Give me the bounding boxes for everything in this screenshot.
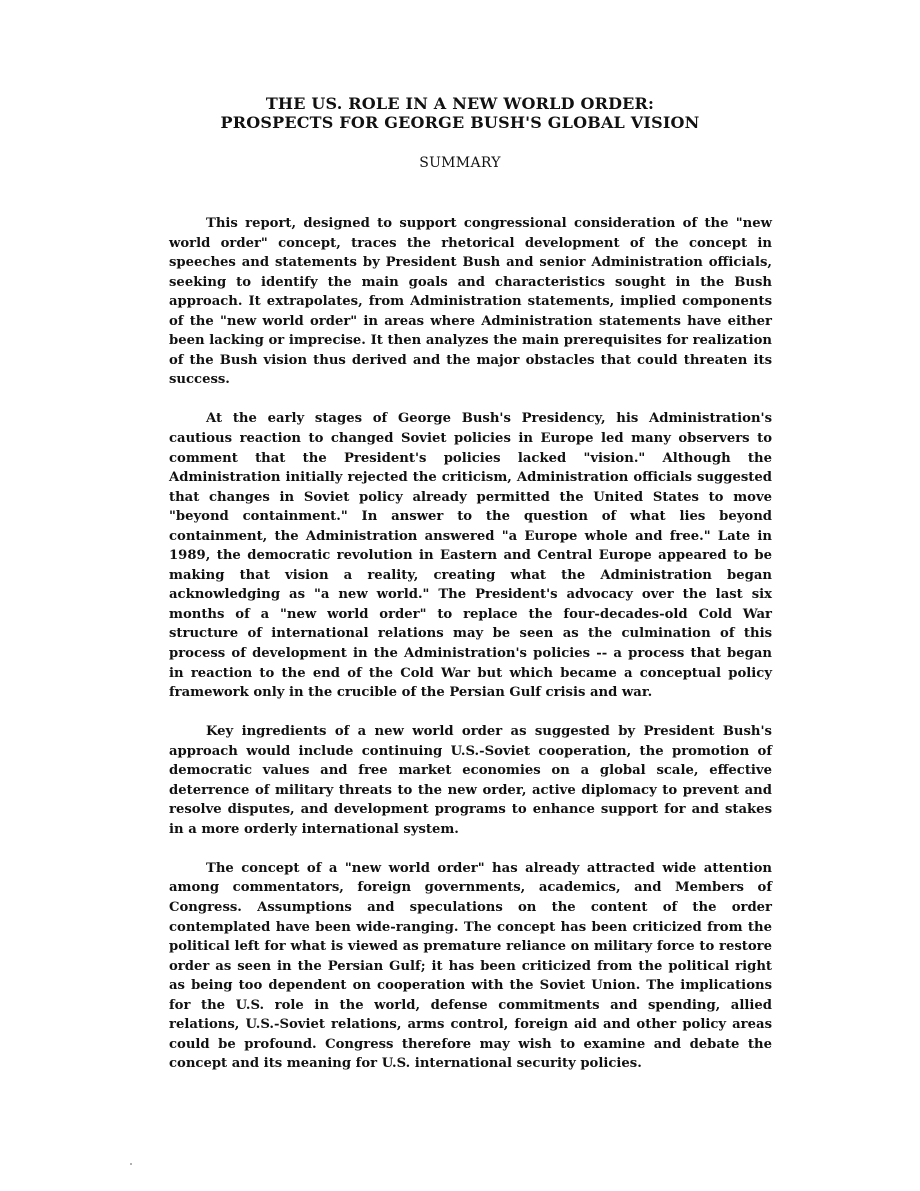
document-title [0,94,920,132]
paragraph-report-purpose: This report, designed to support congressional consideration of the "new world order" concept, traces the rhetorical development of the concept in speeches and statements by President Bush and senior Administration officials, seeking to identify the main goals and characteristics sought in the Bush approach. It extrapolates, from Administration statements, implied components of the "new world order" in areas where Administration statements have either been lacking or imprecise. It then analyzes the main prerequisites for realization of the Bush vision thus derived and the major obstacles that could threaten its success. [169,216,772,388]
title-line-2: PROSPECTS FOR GEORGE BUSH'S GLOBAL VISION [220,113,700,132]
scan-speck [130,1163,132,1165]
summary-body [169,214,772,1093]
paragraph-early-presidency: At the early stages of George Bush's Presidency, his Administration's cautious reaction to changed Soviet policies in Europe led many observers to comment that the President's policies lacked "vision." Although the Administration initially rejected the criticism, Administration officials suggested that changes in Soviet policy already permitted the United States to move "beyond containment." In answer to the question of what lies beyond containment, the Administration answered "a Europe whole and free." Late in 1989, the democratic revolution in Eastern and Central Europe appeared to be making that vision a reality, creating what the Administration began acknowledging as "a new world." The President's advocacy over the last six months of a "new world order" to replace the four-decades-old Cold War structure of international relations may be seen as the culmination of this process of development in the Administration's policies -- a process that began in reaction to the end of the Cold War but which became a conceptual policy framework only in the crucible of the Persian Gulf crisis and war. [169,411,772,701]
paragraph-key-ingredients: Key ingredients of a new world order as suggested by President Bush's approach would include continuing U.S.-Soviet cooperation, the promotion of democratic values and free market economies on a global scale, effective deterrence of military threats to the new order, active diplomacy to prevent and resolve disputes, and development programs to enhance support for and stakes in a more orderly international system. [169,724,772,837]
section-heading: SUMMARY [419,155,501,171]
title-line-1: THE US. ROLE IN A NEW WORLD ORDER: [265,94,655,113]
paragraph-attention-implications: The concept of a "new world order" has already attracted wide attention among commentators, foreign governments, academics, and Members of Congress. Assumptions and speculations on the content of the order contemplated have been wide-ranging. The concept has been criticized from the political left for what is viewed as premature reliance on military force to restore order as seen in the Persian Gulf; it has been criticized from the political right as being too dependent on cooperation with the Soviet Union. The implications for the U.S. role in the world, defense commitments and spending, allied relations, U.S.-Soviet relations, arms control, foreign aid and other policy areas could be profound. Congress therefore may wish to examine and debate the concept and its meaning for U.S. international security policies. [169,860,772,1072]
